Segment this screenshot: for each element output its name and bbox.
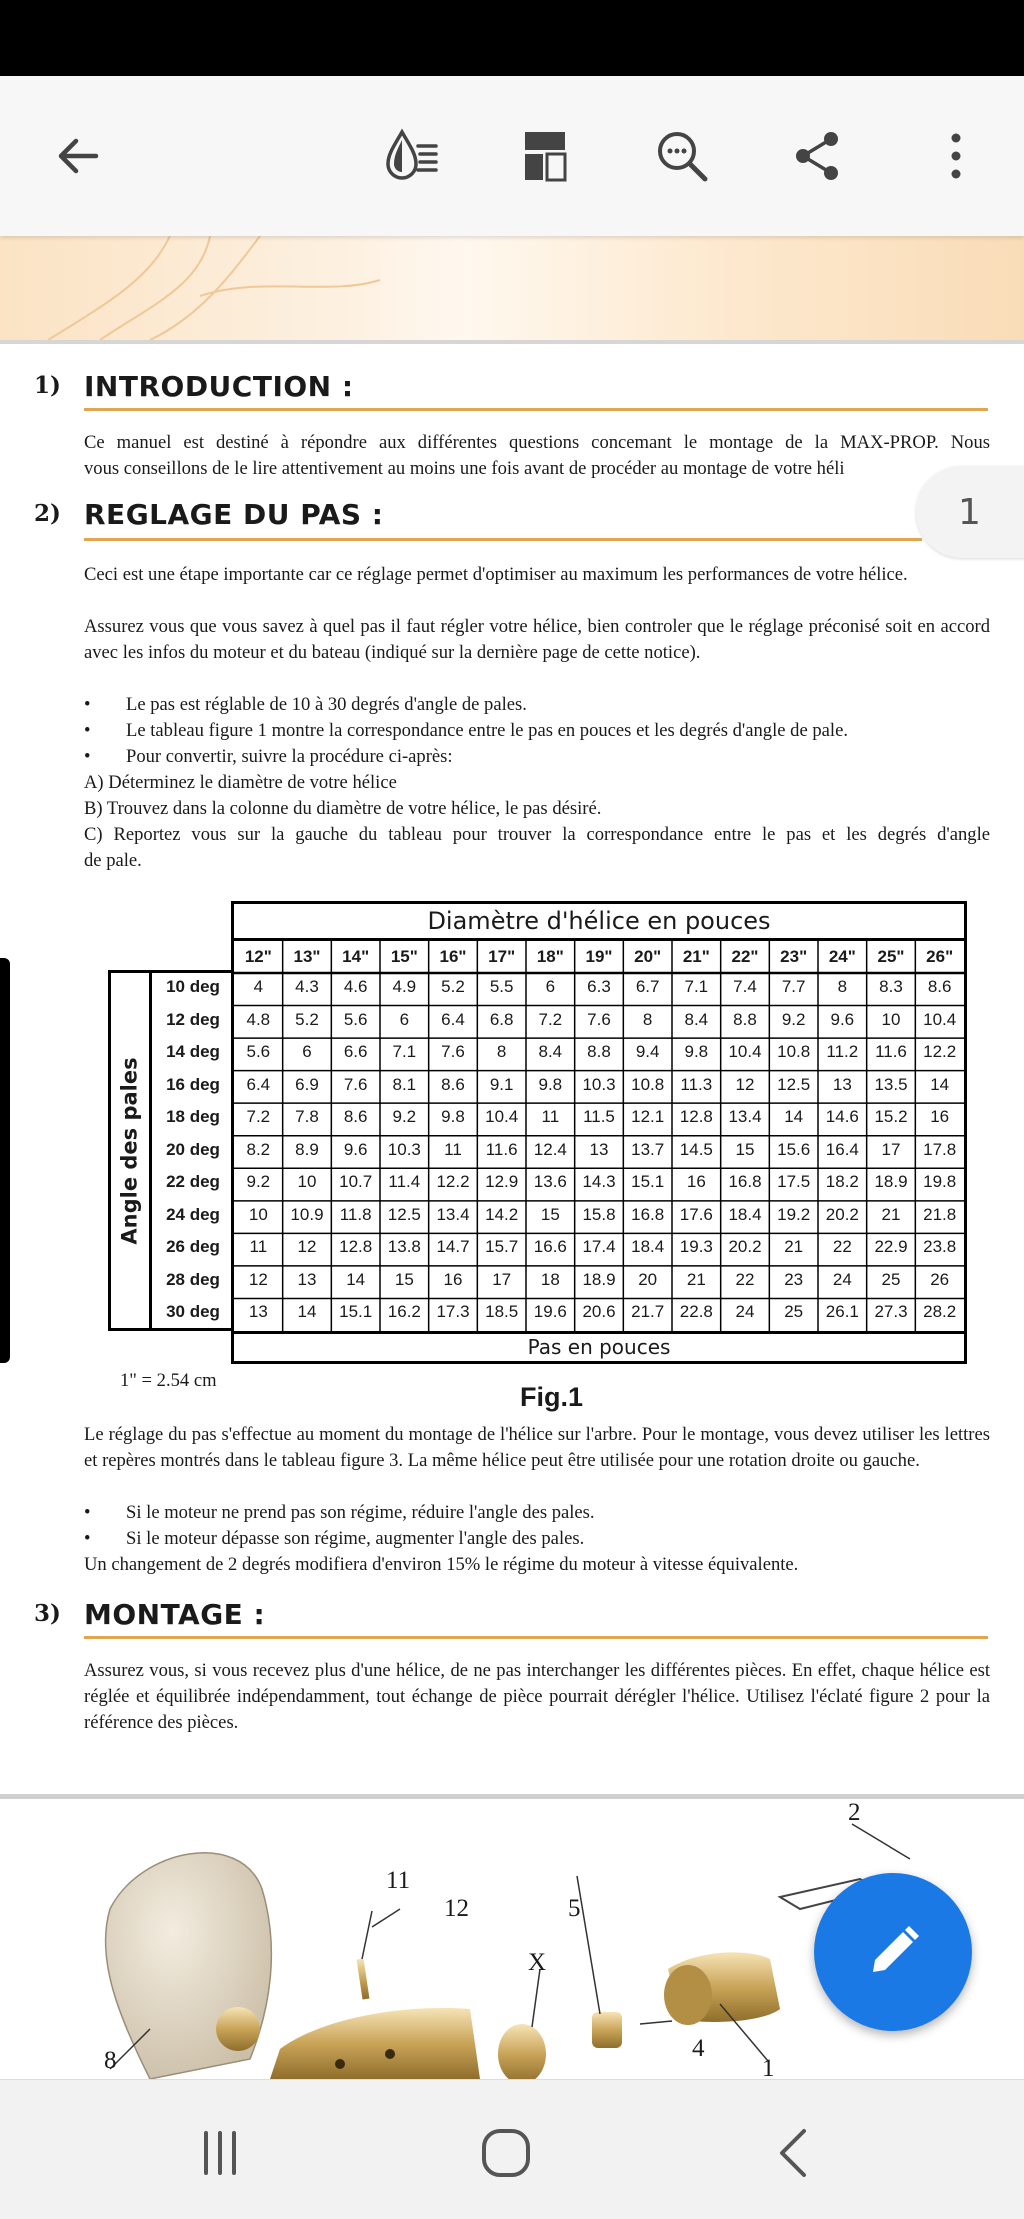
bullet-item: Si le moteur ne prend pas son régime, réduire l'angle des pales. [126, 1502, 595, 1523]
table-cell: 7.2 [538, 1009, 563, 1029]
step-b: B) Trouvez dans la colonne du diamètre de votre hélice, le pas désiré. [84, 798, 602, 819]
table-cell: 10.7 [339, 1172, 373, 1192]
table-cell: 16.4 [825, 1139, 859, 1159]
callout-label: X [528, 1949, 547, 1976]
system-navigation-bar [0, 2079, 1024, 2219]
table-cell: 18.4 [631, 1237, 665, 1257]
back-arrow-icon[interactable] [38, 116, 118, 196]
table-cell: 12.9 [485, 1172, 519, 1192]
table-cell: 18.2 [825, 1172, 859, 1192]
table-footer-label: Pas en pouces [231, 1334, 967, 1364]
table-cell: 10.3 [387, 1139, 421, 1159]
table-cell: 12 [248, 1269, 268, 1289]
section-title-introduction: INTRODUCTION : [84, 370, 354, 403]
table-row-header: 28 deg [166, 1269, 220, 1289]
table-cell: 19.8 [923, 1172, 957, 1192]
table-cell: 14 [297, 1302, 317, 1322]
table-cell: 15.1 [339, 1302, 373, 1322]
table-cell: 16 [930, 1107, 950, 1127]
step-c: C) Reportez vous sur la gauche du tableau pour trouver la correspondance entre le pas et les degrés d'angle [84, 824, 990, 845]
table-cell: 15.1 [631, 1172, 665, 1192]
table-cell: 10.4 [485, 1107, 519, 1127]
figure-label: Fig.1 [520, 1382, 584, 1412]
section-number: 3) [34, 1600, 61, 1627]
status-bar [0, 0, 1024, 76]
table-cell: 9.8 [684, 1042, 709, 1062]
table-column-header: 17" [488, 947, 516, 966]
intro-line-1: Ce manuel est destiné à répondre aux différentes questions concemant le montage de la MAX-PROP. Nous [84, 432, 990, 453]
table-cell: 21 [686, 1269, 706, 1289]
table-cell: 7.4 [733, 977, 757, 996]
table-cell: 21.7 [631, 1302, 665, 1322]
table-cell: 12 [297, 1237, 317, 1257]
table-cell: 23 [784, 1269, 804, 1289]
table-cell: 18.9 [582, 1269, 616, 1289]
table-column-header: 26" [926, 947, 954, 966]
callout-label: 2 [848, 1799, 861, 1826]
table-cell: 8.8 [587, 1042, 611, 1062]
bullet-item: Si le moteur dépasse son régime, augmenter l'angle des pales. [126, 1528, 585, 1549]
table-cell: 4.3 [295, 977, 319, 996]
table-cell: 28.2 [923, 1302, 957, 1322]
table-cell: 7.2 [246, 1107, 271, 1127]
table-row-header: 12 deg [166, 1009, 220, 1029]
bullet-dot: • [84, 1502, 91, 1523]
previous-page-strip [0, 236, 1024, 340]
table-cell: 8.4 [538, 1042, 563, 1062]
table-cell: 10.4 [923, 1009, 957, 1029]
table-cell: 11 [541, 1107, 560, 1127]
table-cell: 18.4 [728, 1204, 762, 1224]
back-icon[interactable] [754, 2118, 834, 2188]
table-cell: 16 [686, 1172, 706, 1192]
table-cell: 19.3 [679, 1237, 713, 1257]
callout-label: 5 [568, 1895, 581, 1922]
table-cell: 21 [784, 1237, 804, 1257]
table-cell: 7.6 [343, 1074, 368, 1094]
table-column-header: 16" [439, 947, 467, 966]
table-cell: 6.9 [295, 1074, 319, 1094]
bullet-dot: • [84, 720, 91, 741]
table-cell: 19.6 [533, 1302, 567, 1322]
table-cell: 9.8 [441, 1107, 465, 1127]
table-cell: 13.4 [436, 1204, 470, 1224]
table-cell: 16.6 [533, 1237, 567, 1257]
table-cell: 11.6 [485, 1139, 518, 1159]
table-cell: 13 [297, 1269, 317, 1289]
home-icon[interactable] [466, 2118, 546, 2188]
callout-label: 11 [386, 1867, 411, 1894]
table-cell: 14 [346, 1269, 366, 1289]
table-cell: 14 [784, 1107, 804, 1127]
table-cell: 13 [589, 1139, 609, 1159]
table-cell: 11.6 [875, 1042, 907, 1062]
table-cell: 13 [248, 1302, 268, 1322]
table-cell: 12.1 [631, 1107, 665, 1127]
table-row-header: 18 deg [166, 1107, 220, 1127]
edge-panel-handle[interactable] [0, 958, 10, 1363]
table-cell: 10 [881, 1009, 901, 1029]
table-column-header: 21" [682, 947, 710, 966]
table-cell: 9.6 [343, 1139, 368, 1159]
bullet-dot: • [84, 694, 91, 715]
section-title-reglage: REGLAGE DU PAS : [84, 498, 384, 531]
table-column-header: 22" [731, 947, 759, 966]
table-column-header: 19" [585, 947, 613, 966]
table-cell: 11 [249, 1237, 268, 1257]
table-cell: 15.8 [582, 1204, 616, 1224]
table-cell: 5.6 [343, 1009, 368, 1029]
table-cell: 8.6 [343, 1107, 368, 1127]
table-cell: 14.5 [679, 1139, 713, 1159]
table-cell: 16.8 [728, 1172, 762, 1192]
table-cell: 15.6 [777, 1139, 811, 1159]
table-cell: 13.5 [874, 1074, 908, 1094]
table-cell: 22.9 [874, 1237, 908, 1257]
table-row-header: 22 deg [166, 1172, 220, 1192]
table-cell: 9.6 [830, 1009, 855, 1029]
table-cell: 27.3 [874, 1302, 908, 1322]
row-header-box [108, 970, 231, 1331]
table-cell: 20 [638, 1269, 658, 1289]
table-cell: 5.5 [489, 977, 514, 996]
table-cell: 10.9 [290, 1204, 324, 1224]
table-cell: 8.1 [392, 1074, 417, 1094]
section-rule [84, 408, 988, 411]
table-cell: 22.8 [679, 1302, 713, 1322]
bullet-item: Pour convertir, suivre la procédure ci-après: [126, 746, 453, 767]
montage-paragraph: Assurez vous, si vous recevez plus d'une hélice, de ne pas interchanger les différentes pièces. En effet, chaque hélice est réglée et équilibrée indépendamment, tout échange de pièce pourrait dérégler l'hélice. Utilisez l'éclaté figure 2 pour la référence des pièces. [84, 1660, 990, 1733]
table-cell: 16.2 [387, 1302, 421, 1322]
table-cell: 25 [881, 1269, 901, 1289]
callout-label: 4 [692, 2035, 705, 2062]
table-column-header: 12" [244, 947, 272, 966]
table-cell: 7.7 [781, 977, 806, 996]
table-row-header: 20 deg [166, 1139, 220, 1159]
table-cell: 20.2 [728, 1237, 762, 1257]
intro-line-2: vous conseillons de le lire attentivement au moins une fois avant de procéder au montage de votre héli [84, 458, 845, 479]
bullet-item: Le tableau figure 1 montre la correspondance entre le pas en pouces et les degrés d'angle de pale. [126, 720, 848, 741]
table-row-header: 14 deg [166, 1042, 220, 1062]
table-cell: 19.2 [777, 1204, 811, 1224]
table-cell: 13.4 [728, 1107, 762, 1127]
bullet-dot: • [84, 1528, 91, 1549]
edit-fab-button[interactable] [814, 1873, 972, 2031]
section-rule [84, 1636, 988, 1639]
table-cell: 8.6 [927, 977, 952, 996]
table-cell: 8.3 [879, 977, 903, 996]
table-cell: 12.5 [777, 1074, 811, 1094]
table-row-header: 10 deg [166, 977, 220, 996]
table-column-header: 14" [342, 947, 370, 966]
table-row-header: 16 deg [166, 1074, 220, 1094]
table-cell: 8 [837, 977, 848, 996]
table-cell: 12.5 [387, 1204, 421, 1224]
table-cell: 13.7 [631, 1139, 665, 1159]
bookmark-layout-icon[interactable] [506, 116, 586, 196]
table-cell: 16.8 [631, 1204, 665, 1224]
table-cell: 26.1 [825, 1302, 859, 1322]
table-cell: 6.7 [635, 977, 660, 996]
section-title-montage: MONTAGE : [84, 1598, 266, 1631]
table-cell: 10.4 [728, 1042, 762, 1062]
table-cell: 24 [832, 1269, 852, 1289]
reglage-paragraph-1: Ceci est une étape importante car ce réglage permet d'optimiser au maximum les performances de votre hélice. [84, 564, 908, 585]
table-cell: 9.2 [392, 1107, 417, 1127]
table-cell: 4 [253, 977, 264, 996]
table-column-header: 20" [634, 947, 662, 966]
table-cell: 13.8 [387, 1237, 421, 1257]
table-cell: 12.8 [679, 1107, 713, 1127]
table-cell: 7.6 [587, 1009, 611, 1029]
table-cell: 11.4 [388, 1172, 421, 1192]
table-cell: 18 [540, 1269, 560, 1289]
table-cell: 21.8 [923, 1204, 957, 1224]
bullet-item: Le pas est réglable de 10 à 30 degrés d'angle de pales. [126, 694, 527, 715]
table-cell: 4.9 [392, 977, 417, 996]
section-rule [84, 538, 922, 541]
table-row-header: 24 deg [166, 1204, 220, 1224]
table-cell: 17.3 [436, 1302, 470, 1322]
row-header-divider [149, 973, 152, 1328]
table-cell: 8.8 [733, 1009, 757, 1029]
table-cell: 13 [832, 1074, 852, 1094]
table-cell: 26 [930, 1269, 950, 1289]
table-cell: 17.5 [777, 1172, 811, 1192]
table-cell: 15 [735, 1139, 755, 1159]
table-cell: 14 [930, 1074, 950, 1094]
table-cell: 6.4 [441, 1009, 465, 1029]
table-cell: 12.2 [436, 1172, 470, 1192]
section-number: 1) [34, 372, 61, 399]
reading-mode-icon[interactable] [372, 116, 452, 196]
table-cell: 16 [443, 1269, 463, 1289]
table-cell: 12 [735, 1074, 755, 1094]
search-icon[interactable] [642, 116, 722, 196]
table-cell: 6.4 [246, 1074, 271, 1094]
table-cell: 6 [399, 1009, 410, 1029]
table-cell: 4.8 [246, 1009, 271, 1029]
table-cell: 12.4 [533, 1139, 567, 1159]
table-cell: 23.8 [923, 1237, 957, 1257]
table-cell: 7.6 [441, 1042, 465, 1062]
table-cell: 6.6 [343, 1042, 368, 1062]
reglage-paragraph-4: Un changement de 2 degrés modifiera d'environ 15% le régime du moteur à vitesse équivalente. [84, 1554, 799, 1575]
table-cell: 11 [444, 1139, 462, 1159]
table-cell: 14.6 [825, 1107, 859, 1127]
table-cell: 15 [394, 1269, 414, 1289]
callout-label: 12 [444, 1895, 469, 1922]
table-cell: 13.6 [533, 1172, 567, 1192]
table-cell: 22 [735, 1269, 755, 1289]
callout-label: 8 [104, 2047, 117, 2074]
table-row-header: 26 deg [166, 1237, 220, 1257]
pitch-conversion-table [108, 901, 967, 1364]
table-cell: 9.2 [781, 1009, 806, 1029]
table-cell: 14.7 [436, 1237, 470, 1257]
table-column-header: 23" [780, 947, 808, 966]
table-cell: 21 [881, 1204, 901, 1224]
table-cell: 9.2 [246, 1172, 271, 1192]
table-cell: 20.2 [825, 1204, 859, 1224]
table-cell: 10 [248, 1204, 268, 1224]
more-vert-icon[interactable] [916, 116, 996, 196]
table-grid [231, 938, 967, 1334]
table-cell: 6.3 [587, 977, 611, 996]
table-cell: 20.6 [582, 1302, 616, 1322]
table-cell: 6.8 [489, 1009, 514, 1029]
table-cell: 24 [735, 1302, 755, 1322]
table-column-header: 18" [536, 947, 564, 966]
table-cell: 12.2 [923, 1042, 957, 1062]
reglage-paragraph-2: Assurez vous que vous savez à quel pas il faut régler votre hélice, bien controler que le réglage préconisé soit en accord avec les infos du moteur et du bateau (indiqué sur la dernière page de cette notice). [84, 616, 990, 663]
table-cell: 14.2 [485, 1204, 519, 1224]
table-row-header: 30 deg [166, 1302, 220, 1322]
table-cell: 5.2 [441, 977, 465, 996]
table-cell: 10.8 [631, 1074, 665, 1094]
callout-label: 1 [762, 2055, 775, 2079]
table-cell: 11.2 [826, 1042, 859, 1062]
table-cell: 15.2 [874, 1107, 908, 1127]
table-cell: 18.9 [874, 1172, 908, 1192]
table-cell: 15 [540, 1204, 560, 1224]
table-cell: 6 [302, 1042, 312, 1062]
step-c-continued: de pale. [84, 850, 142, 871]
table-column-header: 15" [390, 947, 418, 966]
table-cell: 14.3 [582, 1172, 616, 1192]
table-column-header: 13" [293, 947, 321, 966]
table-cell: 12.8 [339, 1237, 373, 1257]
table-cell: 11.5 [583, 1107, 615, 1127]
table-cell: 6 [545, 977, 556, 996]
table-cell: 9.4 [635, 1042, 660, 1062]
table-cell: 10.8 [777, 1042, 811, 1062]
row-axis-label: Angle des pales [118, 1056, 142, 1245]
step-a: A) Déterminez le diamètre de votre hélice [84, 772, 397, 793]
table-cell: 7.1 [392, 1042, 417, 1062]
table-cell: 17.4 [582, 1237, 616, 1257]
viewer-toolbar [0, 76, 1024, 236]
table-cell: 5.6 [246, 1042, 271, 1062]
table-cell: 17.8 [923, 1139, 957, 1159]
recent-apps-icon[interactable] [180, 2118, 260, 2188]
reglage-paragraph-3: Le réglage du pas s'effectue au moment du montage de l'hélice sur l'arbre. Pour le montage, vous devez utiliser les lettres et repères montrés dans le tableau figure 3. La même hélice peut être utilisée pour une rotation droite ou gauche. [84, 1424, 990, 1471]
share-icon[interactable] [777, 116, 857, 196]
table-cell: 8.9 [295, 1139, 319, 1159]
pencil-icon [861, 1920, 925, 1984]
table-cell: 10 [297, 1172, 317, 1192]
table-cell: 17 [492, 1269, 512, 1289]
page-number-indicator[interactable]: 1 [916, 466, 1024, 558]
table-cell: 8.6 [441, 1074, 465, 1094]
table-cell: 10.3 [582, 1074, 616, 1094]
table-cell: 4.6 [343, 977, 368, 996]
table-cell: 9.1 [489, 1074, 514, 1094]
table-cell: 18.5 [485, 1302, 519, 1322]
table-cell: 22 [832, 1237, 852, 1257]
section-number: 2) [34, 500, 61, 527]
table-title: Diamètre d'hélice en pouces [231, 901, 967, 938]
inch-conversion-note: 1" = 2.54 cm [120, 1370, 217, 1391]
table-cell: 7.1 [684, 977, 709, 996]
bullet-dot: • [84, 746, 91, 767]
decorative-lines [0, 236, 1024, 340]
table-column-header: 25" [877, 947, 905, 966]
table-cell: 11.8 [339, 1204, 372, 1224]
table-cell: 9.8 [538, 1074, 563, 1094]
table-cell: 8.2 [246, 1139, 271, 1159]
table-column-header: 24" [828, 947, 856, 966]
table-cell: 25 [784, 1302, 804, 1322]
table-cell: 15.7 [485, 1237, 519, 1257]
table-cell: 17.6 [679, 1204, 713, 1224]
table-cell: 8 [642, 1009, 653, 1029]
table-cell: 17 [881, 1139, 901, 1159]
table-cell: 8.4 [684, 1009, 709, 1029]
table-cell: 5.2 [295, 1009, 319, 1029]
table-cell: 8 [496, 1042, 507, 1062]
table-cell: 7.8 [295, 1107, 319, 1127]
table-cell: 11.3 [680, 1074, 713, 1094]
